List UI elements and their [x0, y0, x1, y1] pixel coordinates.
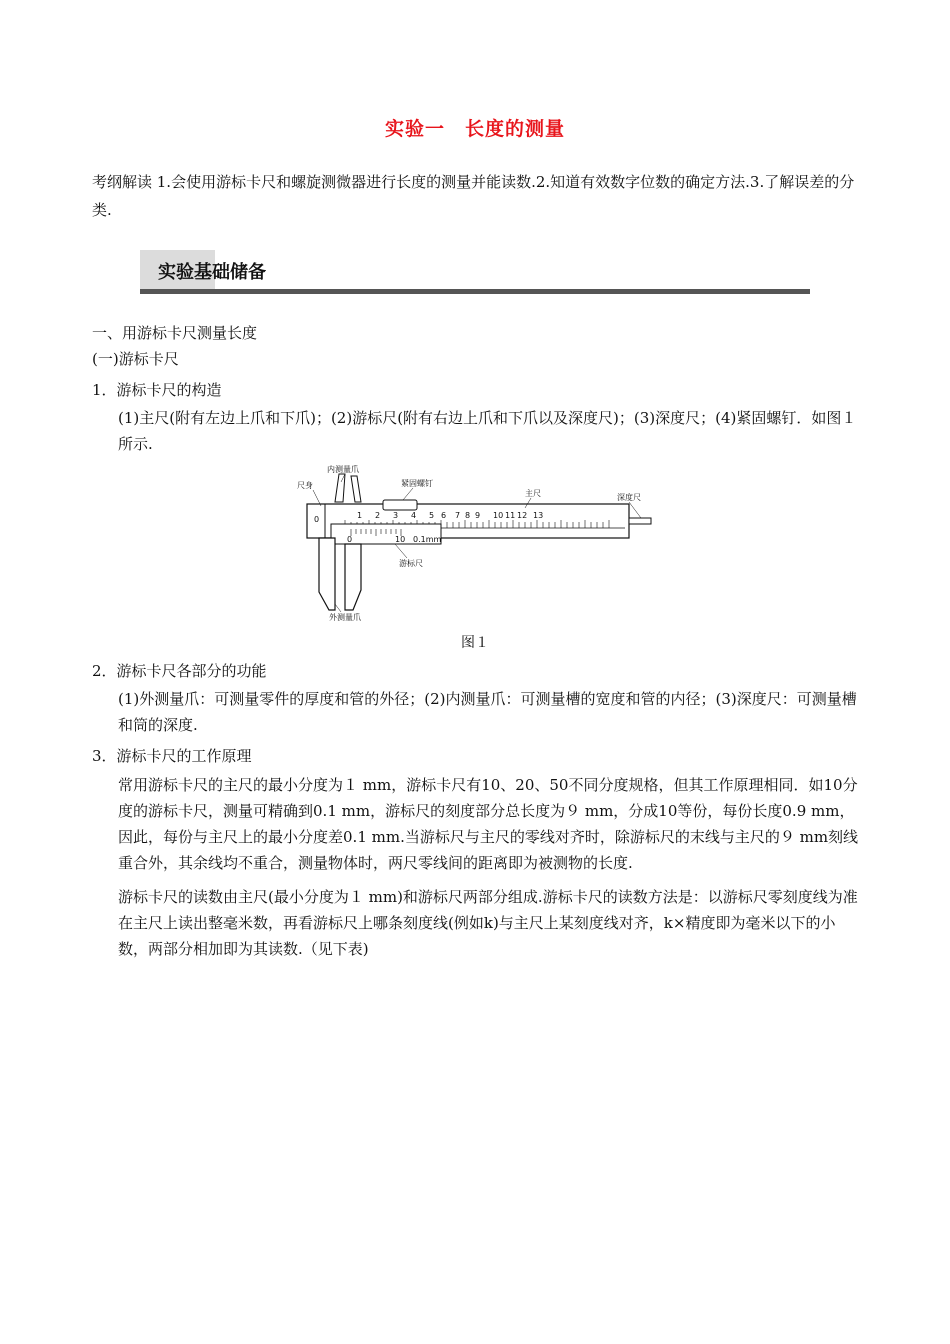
main-tick-0: 0 — [314, 515, 320, 524]
vernier-caliper-figure — [295, 462, 655, 624]
item2-title: 2．游标卡尺各部分的功能 — [92, 662, 267, 680]
main-tick-12: 12 — [517, 511, 528, 520]
item1-title: 1．游标卡尺的构造 — [92, 381, 222, 399]
main-tick-11: 11 — [505, 511, 516, 520]
item3-para2: 游标卡尺的读数由主尺(最小分度为１ mm)和游标尺两部分组成.游标卡尺的读数方法是：以游标尺零刻度线为准在主尺上读出整毫米数，再看游标尺上哪条刻度线(例如k)与主尺上某刻度线对齐，k×精度即为毫米以下的小数，两部分相加即为其读数.（见下表) — [118, 888, 858, 958]
main-tick-2: 2 — [375, 511, 381, 520]
item3-para1: 常用游标卡尺的主尺的最小分度为１ mm，游标卡尺有10、20、50不同分度规格，但其工作原理相同．如10分度的游标卡尺，测量可精确到0.1 mm，游标尺的刻度部分总长度为９ mm，分成10等份，每份长度0.9 mm，因此，每份与主尺上的最小分度差0.1 mm.当游标尺与主尺的零线对齐时，除游标尺的末线与主尺的９ mm刻线重合外，其余线均不重合，测量物体时，两尺零线间的距离即为被测物的长度. — [118, 776, 859, 872]
screw-icon — [383, 500, 417, 510]
vernier-tick-10: 10 — [395, 535, 406, 544]
section-title: 实验基础储备 — [158, 262, 266, 283]
vernier-tick-0: 0 — [347, 535, 353, 544]
main-tick-5: 5 — [429, 511, 435, 520]
main-tick-4: 4 — [411, 511, 417, 520]
main-tick-9: 9 — [475, 511, 481, 520]
item3-title: 3．游标卡尺的工作原理 — [92, 747, 252, 765]
figure-caption: 图１ — [461, 635, 489, 651]
page-title: 实验一 长度的测量 — [384, 118, 565, 140]
label-ruler-body: 尺身 — [297, 481, 313, 490]
item1-text: (1)主尺(附有左边上爪和下爪)；(2)游标尺(附有右边上爪和下爪以及深度尺)；(3)深度尺；(4)紧固螺钉．如图１所示. — [118, 409, 857, 453]
label-main-scale: 主尺 — [525, 489, 541, 498]
syllabus-intro: 考纲解读 1.会使用游标卡尺和螺旋测微器进行长度的测量并能读数.2.知道有效数字位数的确定方法.3.了解误差的分类. — [92, 173, 855, 219]
main-tick-10: 10 — [493, 511, 504, 520]
main-tick-6: 6 — [441, 511, 447, 520]
main-tick-3: 3 — [393, 511, 399, 520]
precision-label: 0.1mm — [413, 535, 442, 544]
label-depth-rod: 深度尺 — [617, 493, 641, 502]
heading-level1: 一、用游标卡尺测量长度 — [92, 324, 258, 342]
main-tick-1: 1 — [357, 511, 363, 520]
label-outer-jaw: 外测量爪 — [329, 613, 361, 622]
section-header-underline — [140, 289, 810, 294]
main-tick-8: 8 — [465, 511, 471, 520]
label-vernier: 游标尺 — [399, 559, 423, 568]
heading-level2: (一)游标卡尺 — [92, 350, 179, 368]
label-screw: 紧固螺钉 — [401, 479, 433, 488]
main-tick-13: 13 — [533, 511, 544, 520]
item2-text: (1)外测量爪：可测量零件的厚度和管的外径；(2)内测量爪：可测量槽的宽度和管的内径；(3)深度尺：可测量槽和筒的深度. — [118, 690, 857, 734]
label-inner-jaw: 内测量爪 — [327, 465, 359, 474]
main-tick-7: 7 — [455, 511, 461, 520]
